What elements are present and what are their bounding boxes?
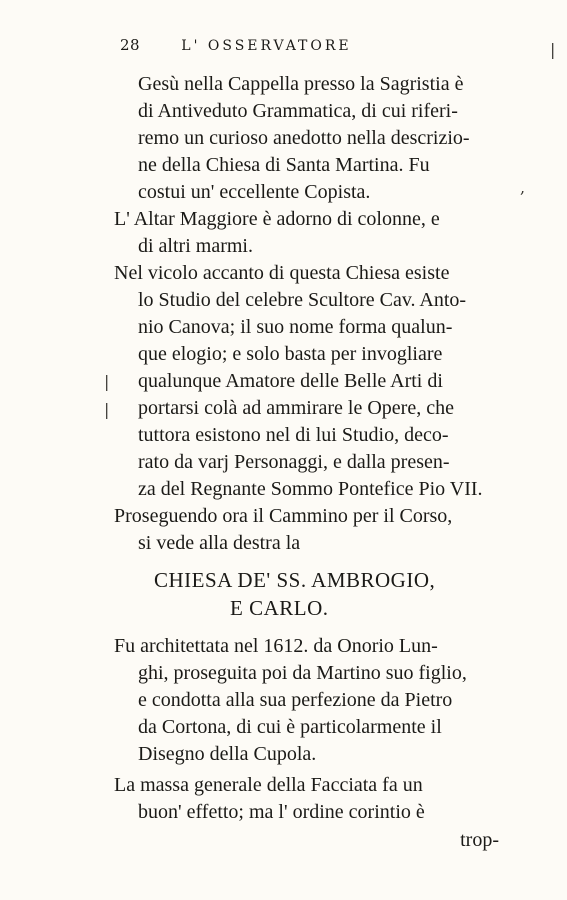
section-heading-line-1: CHIESA DE' SS. AMBROGIO, xyxy=(154,568,436,592)
text-line: di altri marmi. xyxy=(138,235,253,257)
section-heading-line-2: E CARLO. xyxy=(230,596,329,620)
text-line: Disegno della Cupola. xyxy=(138,743,317,765)
running-header xyxy=(120,36,352,54)
text-line: Proseguendo ora il Cammino per il Corso, xyxy=(114,505,453,527)
text-line: rato da varj Personaggi, e dalla presen- xyxy=(138,451,450,473)
text-line: di Antiveduto Grammatica, di cui riferi- xyxy=(138,100,458,122)
margin-mark: | xyxy=(104,372,110,391)
text-line: nio Canova; il suo nome forma qualun- xyxy=(138,316,453,338)
text-line: qualunque Amatore delle Belle Arti di xyxy=(138,370,443,392)
text-line: za del Regnante Sommo Pontefice Pio VII. xyxy=(138,478,483,500)
text-line: e condotta alla sua perfezione da Pietro xyxy=(138,689,453,711)
margin-mark: , xyxy=(520,178,526,197)
text-line: tuttora esistono nel di lui Studio, deco- xyxy=(138,424,449,446)
text-line: buon' effetto; ma l' ordine corintio è xyxy=(138,801,425,823)
text-line: si vede alla destra la xyxy=(138,532,301,554)
text-line: L' Altar Maggiore è adorno di colonne, e xyxy=(114,208,440,230)
margin-mark: | xyxy=(104,400,110,419)
text-line: La massa generale della Facciata fa un xyxy=(114,774,423,796)
margin-mark: | xyxy=(550,40,556,59)
text-line: Gesù nella Cappella presso la Sagristia è xyxy=(138,73,464,95)
text-line: que elogio; e solo basta per invogliare xyxy=(138,343,443,365)
text-line: ghi, proseguita poi da Martino suo figlio, xyxy=(138,662,467,684)
text-line: portarsi colà ad ammirare le Opere, che xyxy=(138,397,454,419)
text-line: lo Studio del celebre Scultore Cav. Anto- xyxy=(138,289,467,311)
text-line: Fu architettata nel 1612. da Onorio Lun- xyxy=(114,635,438,657)
text-line: remo un curioso anedotto nella descrizio- xyxy=(138,127,470,149)
text-line: ne della Chiesa di Santa Martina. Fu xyxy=(138,154,430,176)
text-line: Nel vicolo accanto di questa Chiesa esiste xyxy=(114,262,450,284)
page-number: 28 xyxy=(120,36,141,54)
text-line: costui un' eccellente Copista. xyxy=(138,181,371,203)
text-line: da Cortona, di cui è particolarmente il xyxy=(138,716,442,738)
catchword: trop- xyxy=(460,829,499,851)
running-title: L' OSSERVATORE xyxy=(181,38,352,54)
